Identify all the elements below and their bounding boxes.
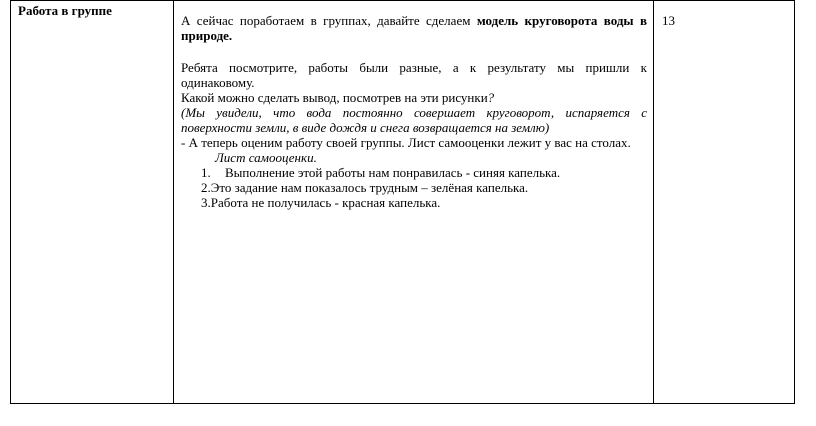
- list-item-number: 1.: [201, 165, 211, 180]
- para2-line1: Ребята посмотрите, работы были разные, а к результату мы пришли к: [181, 60, 647, 75]
- list-item-text: Это задание нам показалось трудным – зелёная капелька.: [210, 180, 529, 195]
- content-cell: [174, 1, 654, 404]
- lesson-content: [174, 1, 653, 210]
- stage-cell: [11, 1, 174, 404]
- list-item-text: Выполнение этой работы нам понравилась - синяя капелька.: [225, 165, 561, 180]
- list-item-text: Работа не получилась - красная капелька.: [210, 195, 441, 210]
- question-text: Какой можно сделать вывод, посмотрев на эти рисунки: [181, 90, 488, 105]
- stage-label: Работа в группе: [18, 3, 112, 18]
- time-cell: [654, 1, 795, 404]
- para2-line2: одинаковому.: [181, 75, 255, 90]
- intro-paragraph: [181, 13, 647, 43]
- self-assessment-title: Лист самооценки.: [215, 150, 317, 165]
- list-item: [181, 195, 647, 210]
- list-item: [181, 180, 647, 195]
- table-row: [11, 1, 795, 404]
- instruction-line: - А теперь оценим работу своей группы. Лист самооценки лежит у вас на столах.: [181, 135, 631, 150]
- question-mark: ?: [487, 90, 495, 105]
- intro-text: А сейчас поработаем в группах, давайте сделаем: [181, 13, 477, 28]
- list-item-number: 2.: [201, 180, 211, 195]
- list-item: [181, 165, 647, 180]
- answer-line1: (Мы увидели, что вода постоянно совершает круговорот, испаряется с: [181, 105, 647, 120]
- answer-line2: поверхности земли, в виде дождя и снега возвращается на землю): [181, 120, 550, 135]
- list-item-number: 3.: [201, 195, 211, 210]
- time-value: 13: [662, 13, 675, 28]
- lesson-plan-table: [10, 0, 795, 404]
- intro-bold-text: модель круговорота воды в природе.: [181, 13, 647, 43]
- question-line: [181, 90, 647, 105]
